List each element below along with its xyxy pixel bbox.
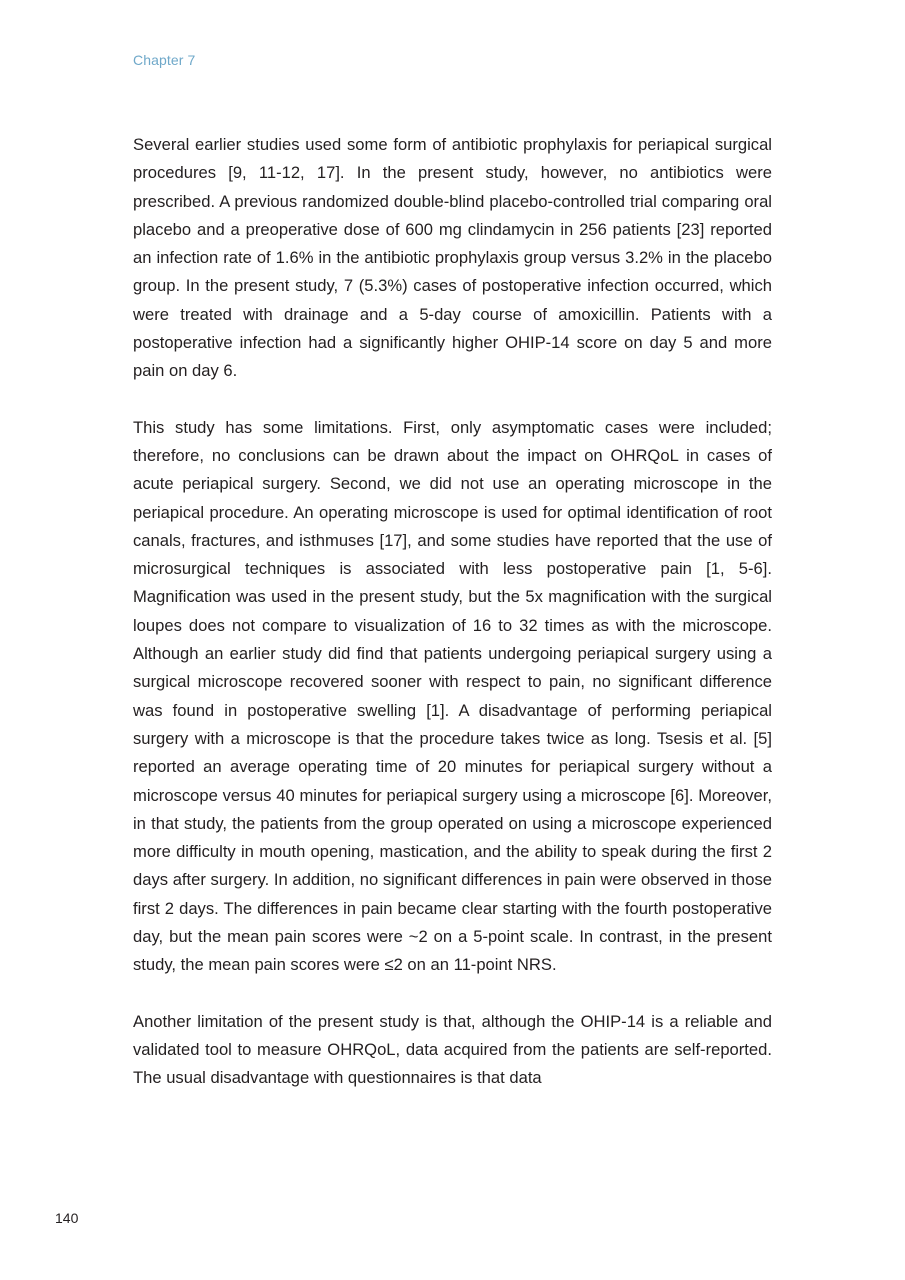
paragraph-another-limitation: Another limitation of the present study is that, although the OHIP-14 is a reliable and validated tool to measure OHRQoL, data acquired from the patients are self-reported. The usual disadvantage with questionnaires is that data xyxy=(133,1011,772,1088)
body-text xyxy=(133,131,772,1121)
paragraph-antibiotic-prophylaxis: Several earlier studies used some form of antibiotic prophylaxis for periapical surgical procedures [9, 11-12, 17]. In the present study, however, no antibiotics were prescribed. A previous randomized double-blind placebo-controlled trial comparing oral placebo and a preoperative dose of 600 mg clindamycin in 256 patients [23] reported an infection rate of 1.6% in the antibiotic prophylaxis group versus 3.2% in the placebo group. In the present study, 7 (5.3%) cases of postoperative infection occurred, which were treated with drainage and a 5-day course of amoxicillin. Patients with a postoperative infection had a significantly higher OHIP-14 score on day 5 and more pain on day 6. xyxy=(133,135,772,381)
page-number: 140 xyxy=(55,1210,79,1226)
chapter-header: Chapter 7 xyxy=(133,52,196,68)
paragraph-limitations: This study has some limitations. First, only asymptomatic cases were included; therefore, no conclusions can be drawn about the impact on OHRQoL in cases of acute periapical surgery. Second, we did not use an operating microscope in the periapical procedure. An operating microscope is used for optimal identification of root canals, fractures, and isthmuses [17], and some studies have reported that the use of microsurgical techniques is associated with less postoperative pain [1, 5-6]. Magnification was used in the present study, but the 5x magnification with the surgical loupes does not compare to visualization of 16 to 32 times as with the microscope. Although an earlier study did find that patients undergoing periapical surgery using a surgical microscope recovered sooner with respect to pain, no significant difference was found in postoperative swelling [1]. A disadvantage of performing periapical surgery with a microscope is that the procedure takes twice as long. Tsesis et al. [5] reported an average operating time of 20 minutes for periapical surgery without a microscope versus 40 minutes for periapical surgery using a microscope [6]. Moreover, in that study, the patients from the group operated on using a microscope experienced more difficulty in mouth opening, mastication, and the ability to speak during the first 2 days after surgery. In addition, no significant differences in pain were observed in those first 2 days. The differences in pain became clear starting with the fourth postoperative day, but the mean pain scores were ~2 on a 5-point scale. In contrast, in the present study, the mean pain scores were ≤2 on an 11-point NRS. xyxy=(133,417,772,975)
